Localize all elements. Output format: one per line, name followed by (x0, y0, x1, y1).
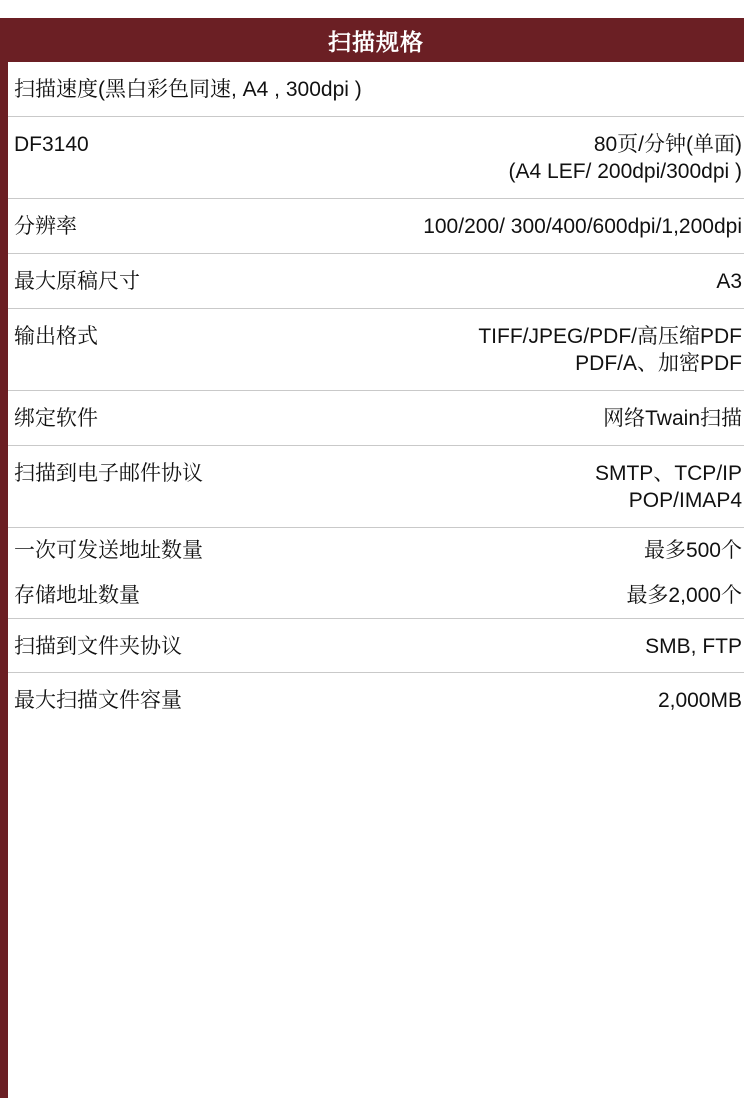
page-title: 扫描规格 (8, 18, 744, 62)
table-row (8, 117, 744, 199)
row-label: 绑定软件 (14, 407, 98, 431)
row-value-line: TIFF/JPEG/PDF/高压缩PDF (478, 324, 742, 348)
table-row (8, 528, 744, 573)
row-value (192, 633, 742, 661)
row-value-line: 80页/分钟(单面) (593, 132, 742, 156)
row-label: 存储地址数量 (14, 583, 140, 607)
row-value (213, 537, 742, 565)
row-label: 输出格式 (14, 324, 98, 348)
row-label: DF3140 (14, 132, 89, 156)
row-label: 扫描到电子邮件协议 (14, 461, 203, 485)
row-value (87, 213, 742, 241)
table-row (8, 673, 744, 727)
table-row (8, 446, 744, 528)
row-value (150, 268, 742, 296)
section-title: 扫描速度(黑白彩色同速, A4 , 300dpi ) (8, 62, 744, 117)
row-value-line: 最多500个 (643, 539, 742, 563)
row-value (150, 582, 742, 610)
table-row (8, 619, 744, 674)
row-label: 最大原稿尺寸 (14, 269, 140, 293)
row-value (213, 460, 742, 515)
row-label: 一次可发送地址数量 (14, 539, 203, 563)
row-value-line: 100/200/ 300/400/600dpi/1,200dpi (423, 215, 742, 239)
row-label: 扫描到文件夹协议 (14, 634, 182, 658)
spec-sheet (0, 18, 750, 1098)
table-row (8, 199, 744, 254)
row-value-line: 2,000MB (657, 689, 742, 713)
row-value-line: A3 (716, 269, 742, 293)
row-value-line: (A4 LEF/ 200dpi/300dpi ) (508, 160, 742, 184)
row-value-line: 最多2,000个 (626, 583, 742, 607)
spec-table (8, 62, 744, 727)
row-label: 最大扫描文件容量 (14, 689, 182, 713)
table-row (8, 573, 744, 619)
row-value (192, 687, 742, 715)
table-row (8, 309, 744, 391)
table-row (8, 254, 744, 309)
row-value (108, 323, 742, 378)
row-label: 分辨率 (14, 215, 77, 239)
row-value (108, 405, 742, 433)
row-value-line: PDF/A、加密PDF (575, 352, 742, 376)
left-accent-bar (0, 18, 8, 1098)
row-value-line: SMB, FTP (645, 634, 742, 658)
row-value-line: 网络Twain扫描 (603, 407, 742, 431)
row-value (99, 131, 742, 186)
row-value-line: SMTP、TCP/IP (594, 461, 742, 485)
table-row (8, 391, 744, 446)
row-value-line: POP/IMAP4 (628, 489, 742, 513)
